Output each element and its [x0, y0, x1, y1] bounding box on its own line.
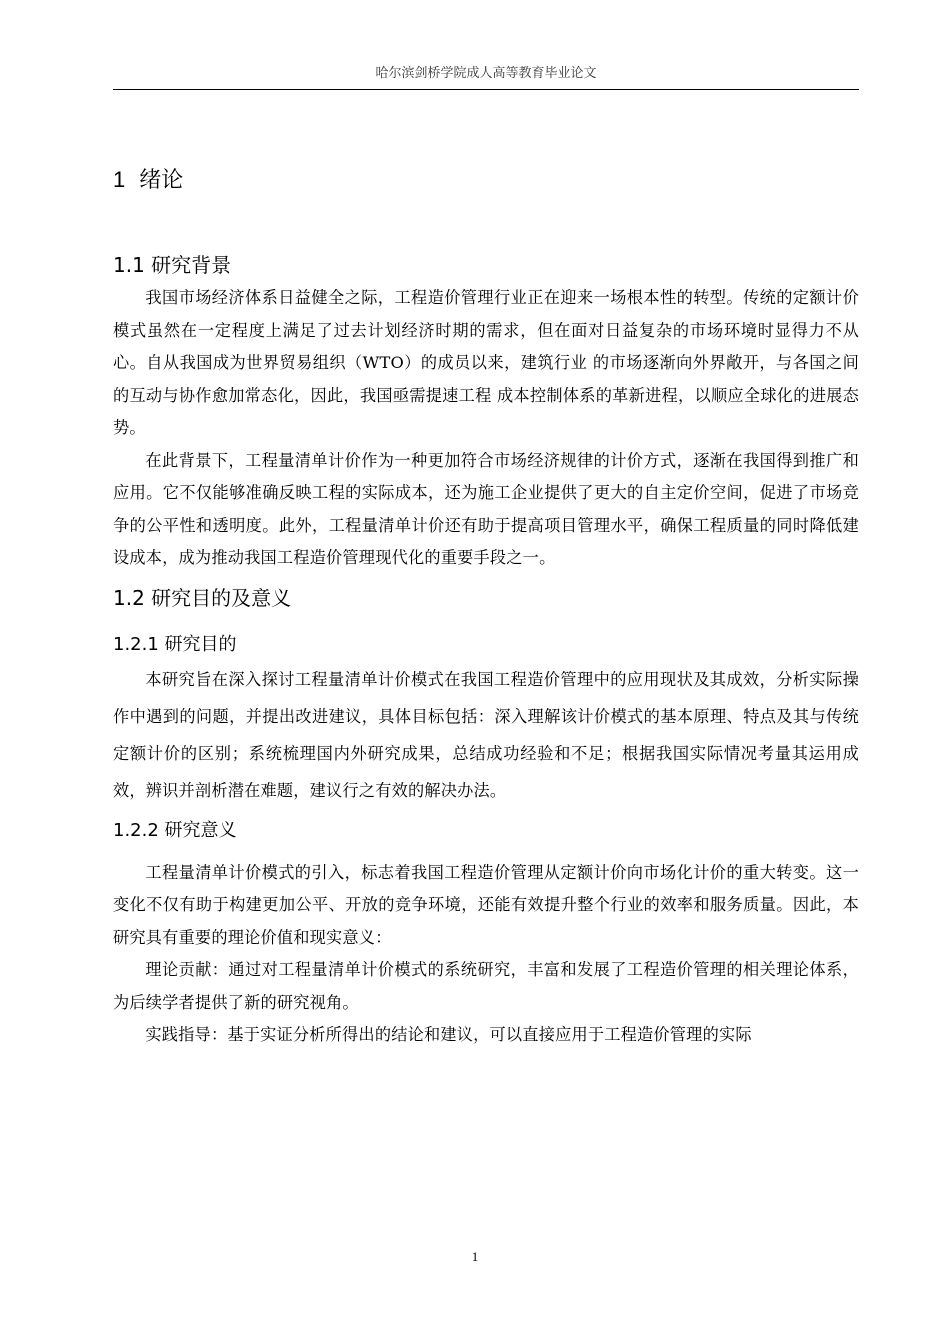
subsection-heading-1-2-2: 1.2.2 研究意义	[113, 819, 237, 841]
header-title: 哈尔滨剑桥学院成人高等教育毕业论文	[375, 66, 597, 81]
page-header	[113, 66, 859, 90]
section-heading-1-1: 1.1 研究背景	[113, 253, 232, 277]
section-heading-1-2: 1.2 研究目的及意义	[113, 585, 292, 610]
paragraph: 我国市场经济体系日益健全之际，工程造价管理行业正在迎来一场根本性的转型。传统的定额计价模式虽然在一定程度上满足了过去计划经济时期的需求，但在面对日益复杂的市场环境时显得力不从心。自从我国成为世界贸易组织（WTO）的成员以来，建筑行业 的市场逐渐向外界敞开，与各国之间的互动与协作愈加常态化，因此，我国亟需提速工程 成本控制体系的革新进程，以顺应全球化的进展态势。	[113, 288, 859, 437]
chapter-number: 1	[113, 167, 126, 192]
paragraph: 工程量清单计价模式的引入，标志着我国工程造价管理从定额计价向市场化计价的重大转变。这一变化不仅有助于构建更加公平、开放的竞争环境，还能有效提升整个行业的效率和服务质量。因此，本研究具有重要的理论价值和现实意义：	[113, 862, 859, 947]
page-content	[113, 160, 859, 1052]
chapter-title: 绪论	[139, 168, 184, 193]
paragraph: 本研究旨在深入探讨工程量清单计价模式在我国工程造价管理中的应用现状及其成效，分析实际操作中遇到的问题，并提出改进建议，具体目标包括：深入理解该计价模式的基本原理、特点及其与传统定额计价的区别；系统梳理国内外研究成果，总结成功经验和不足；根据我国实际情况考量其运用成效，辨识并剖析潜在难题，建议行之有效的解决办法。	[113, 669, 859, 800]
subsection-heading-1-2-1: 1.2.1 研究目的	[113, 633, 237, 655]
paragraph: 实践指导：基于实证分析所得出的结论和建议，可以直接应用于工程造价管理的实际	[145, 1025, 752, 1044]
paragraph: 理论贡献：通过对工程量清单计价模式的系统研究，丰富和发展了工程造价管理的相关理论体系，为后续学者提供了新的研究视角。	[113, 960, 859, 1012]
page-number: 1	[471, 1249, 479, 1264]
paragraph: 在此背景下，工程量清单计价作为一种更加符合市场经济规律的计价方式，逐渐在我国得到推广和应用。它不仅能够准确反映工程的实际成本，还为施工企业提供了更大的自主定价空间，促进了市场竞争的公平性和透明度。此外，工程量清单计价还有助于提高项目管理水平，确保工程质量的同时降低建设成本，成为推动我国工程造价管理现代化的重要手段之一。	[113, 450, 859, 567]
chapter-heading	[113, 160, 859, 200]
